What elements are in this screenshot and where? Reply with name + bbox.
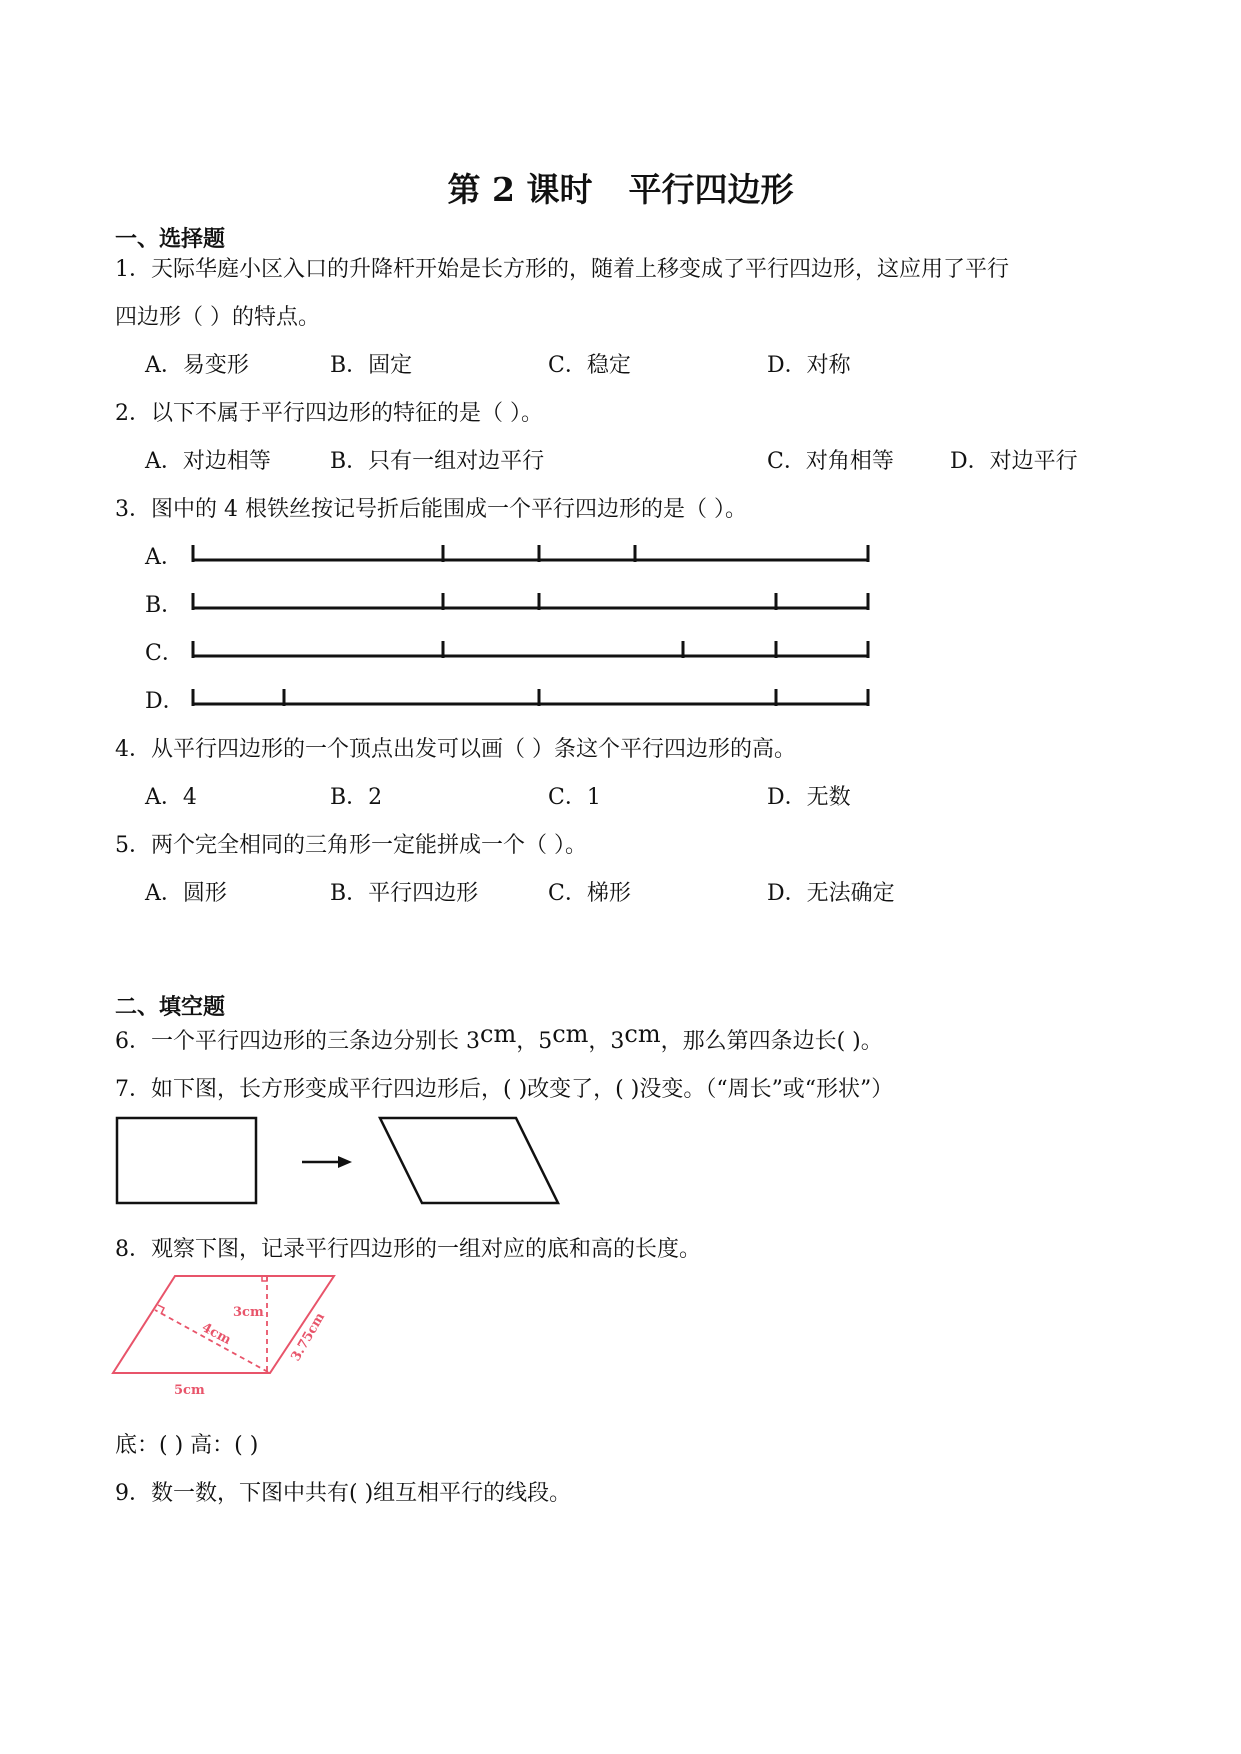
- question-1-line-1: 1．天际华庭小区入口的升降杆开始是长方形的，随着上移变成了平行四边形，这应用了平行: [115, 257, 1010, 282]
- section-heading-choice: 一、选择题: [115, 226, 226, 252]
- label-3cm: 3cm: [233, 1305, 264, 1320]
- q5-option-b: B．平行四边形: [330, 881, 479, 906]
- label-4cm: 4cm: [199, 1320, 234, 1348]
- q3-label-d: D．: [145, 689, 185, 714]
- q1-option-a: A．易变形: [145, 353, 249, 378]
- question-9: 9．数一数，下图中共有( )组互相平行的线段。: [115, 1481, 572, 1506]
- section-heading-fill: 二、填空题: [115, 994, 226, 1020]
- q2-option-a: A．对边相等: [145, 449, 271, 474]
- right-angle-mark-top: [262, 1276, 267, 1281]
- q4-option-a: A．4: [145, 785, 197, 810]
- q2-option-b: B．只有一组对边平行: [330, 449, 545, 474]
- question-8: 8．观察下图，记录平行四边形的一组对应的底和高的长度。: [115, 1237, 701, 1262]
- question-2: 2．以下不属于平行四边形的特征的是（ ）。: [115, 401, 543, 426]
- q4-option-c: C．1: [548, 785, 601, 810]
- label-5cm: 5cm: [174, 1383, 205, 1398]
- q3-label-c: C．: [145, 641, 184, 666]
- question-4: 4．从平行四边形的一个顶点出发可以画（ ）条这个平行四边形的高。: [115, 737, 796, 762]
- question-5: 5．两个完全相同的三角形一定能拼成一个（ ）。: [115, 833, 587, 858]
- question-3: 3．图中的 4 根铁丝按记号折后能围成一个平行四边形的是（ ）。: [115, 497, 747, 522]
- q3-label-a: A．: [145, 545, 183, 570]
- q2-option-d: D．对边平行: [950, 449, 1078, 474]
- lesson-number: 第 2 课时: [447, 170, 593, 209]
- q2-option-c: C．对角相等: [767, 449, 894, 474]
- q3-label-b: B．: [145, 593, 184, 618]
- question-1-line-2: 四边形（ ）的特点。: [115, 305, 320, 330]
- lesson-topic: 平行四边形: [628, 170, 794, 209]
- q5-option-d: D．无法确定: [767, 881, 895, 906]
- q5-option-a: A．圆形: [145, 881, 227, 906]
- question-6: 6．一个平行四边形的三条边分别长 3cm，5cm，3cm，那么第四条边长( )。: [115, 1020, 883, 1054]
- right-angle-mark-side: [158, 1305, 164, 1314]
- q4-option-b: B．2: [330, 785, 383, 810]
- q8-answer-line: 底：( ) 高：( ): [115, 1433, 259, 1458]
- q5-option-c: C．梯形: [548, 881, 631, 906]
- question-7: 7．如下图，长方形变成平行四边形后，( )改变了，( )没变。（“周长”或“形状”）: [115, 1077, 894, 1102]
- q1-option-d: D．对称: [767, 353, 851, 378]
- q1-option-b: B．固定: [330, 353, 413, 378]
- q4-option-d: D．无数: [767, 785, 851, 810]
- label-3-75cm: 3.75cm: [288, 1310, 329, 1364]
- q1-option-c: C．稳定: [548, 353, 631, 378]
